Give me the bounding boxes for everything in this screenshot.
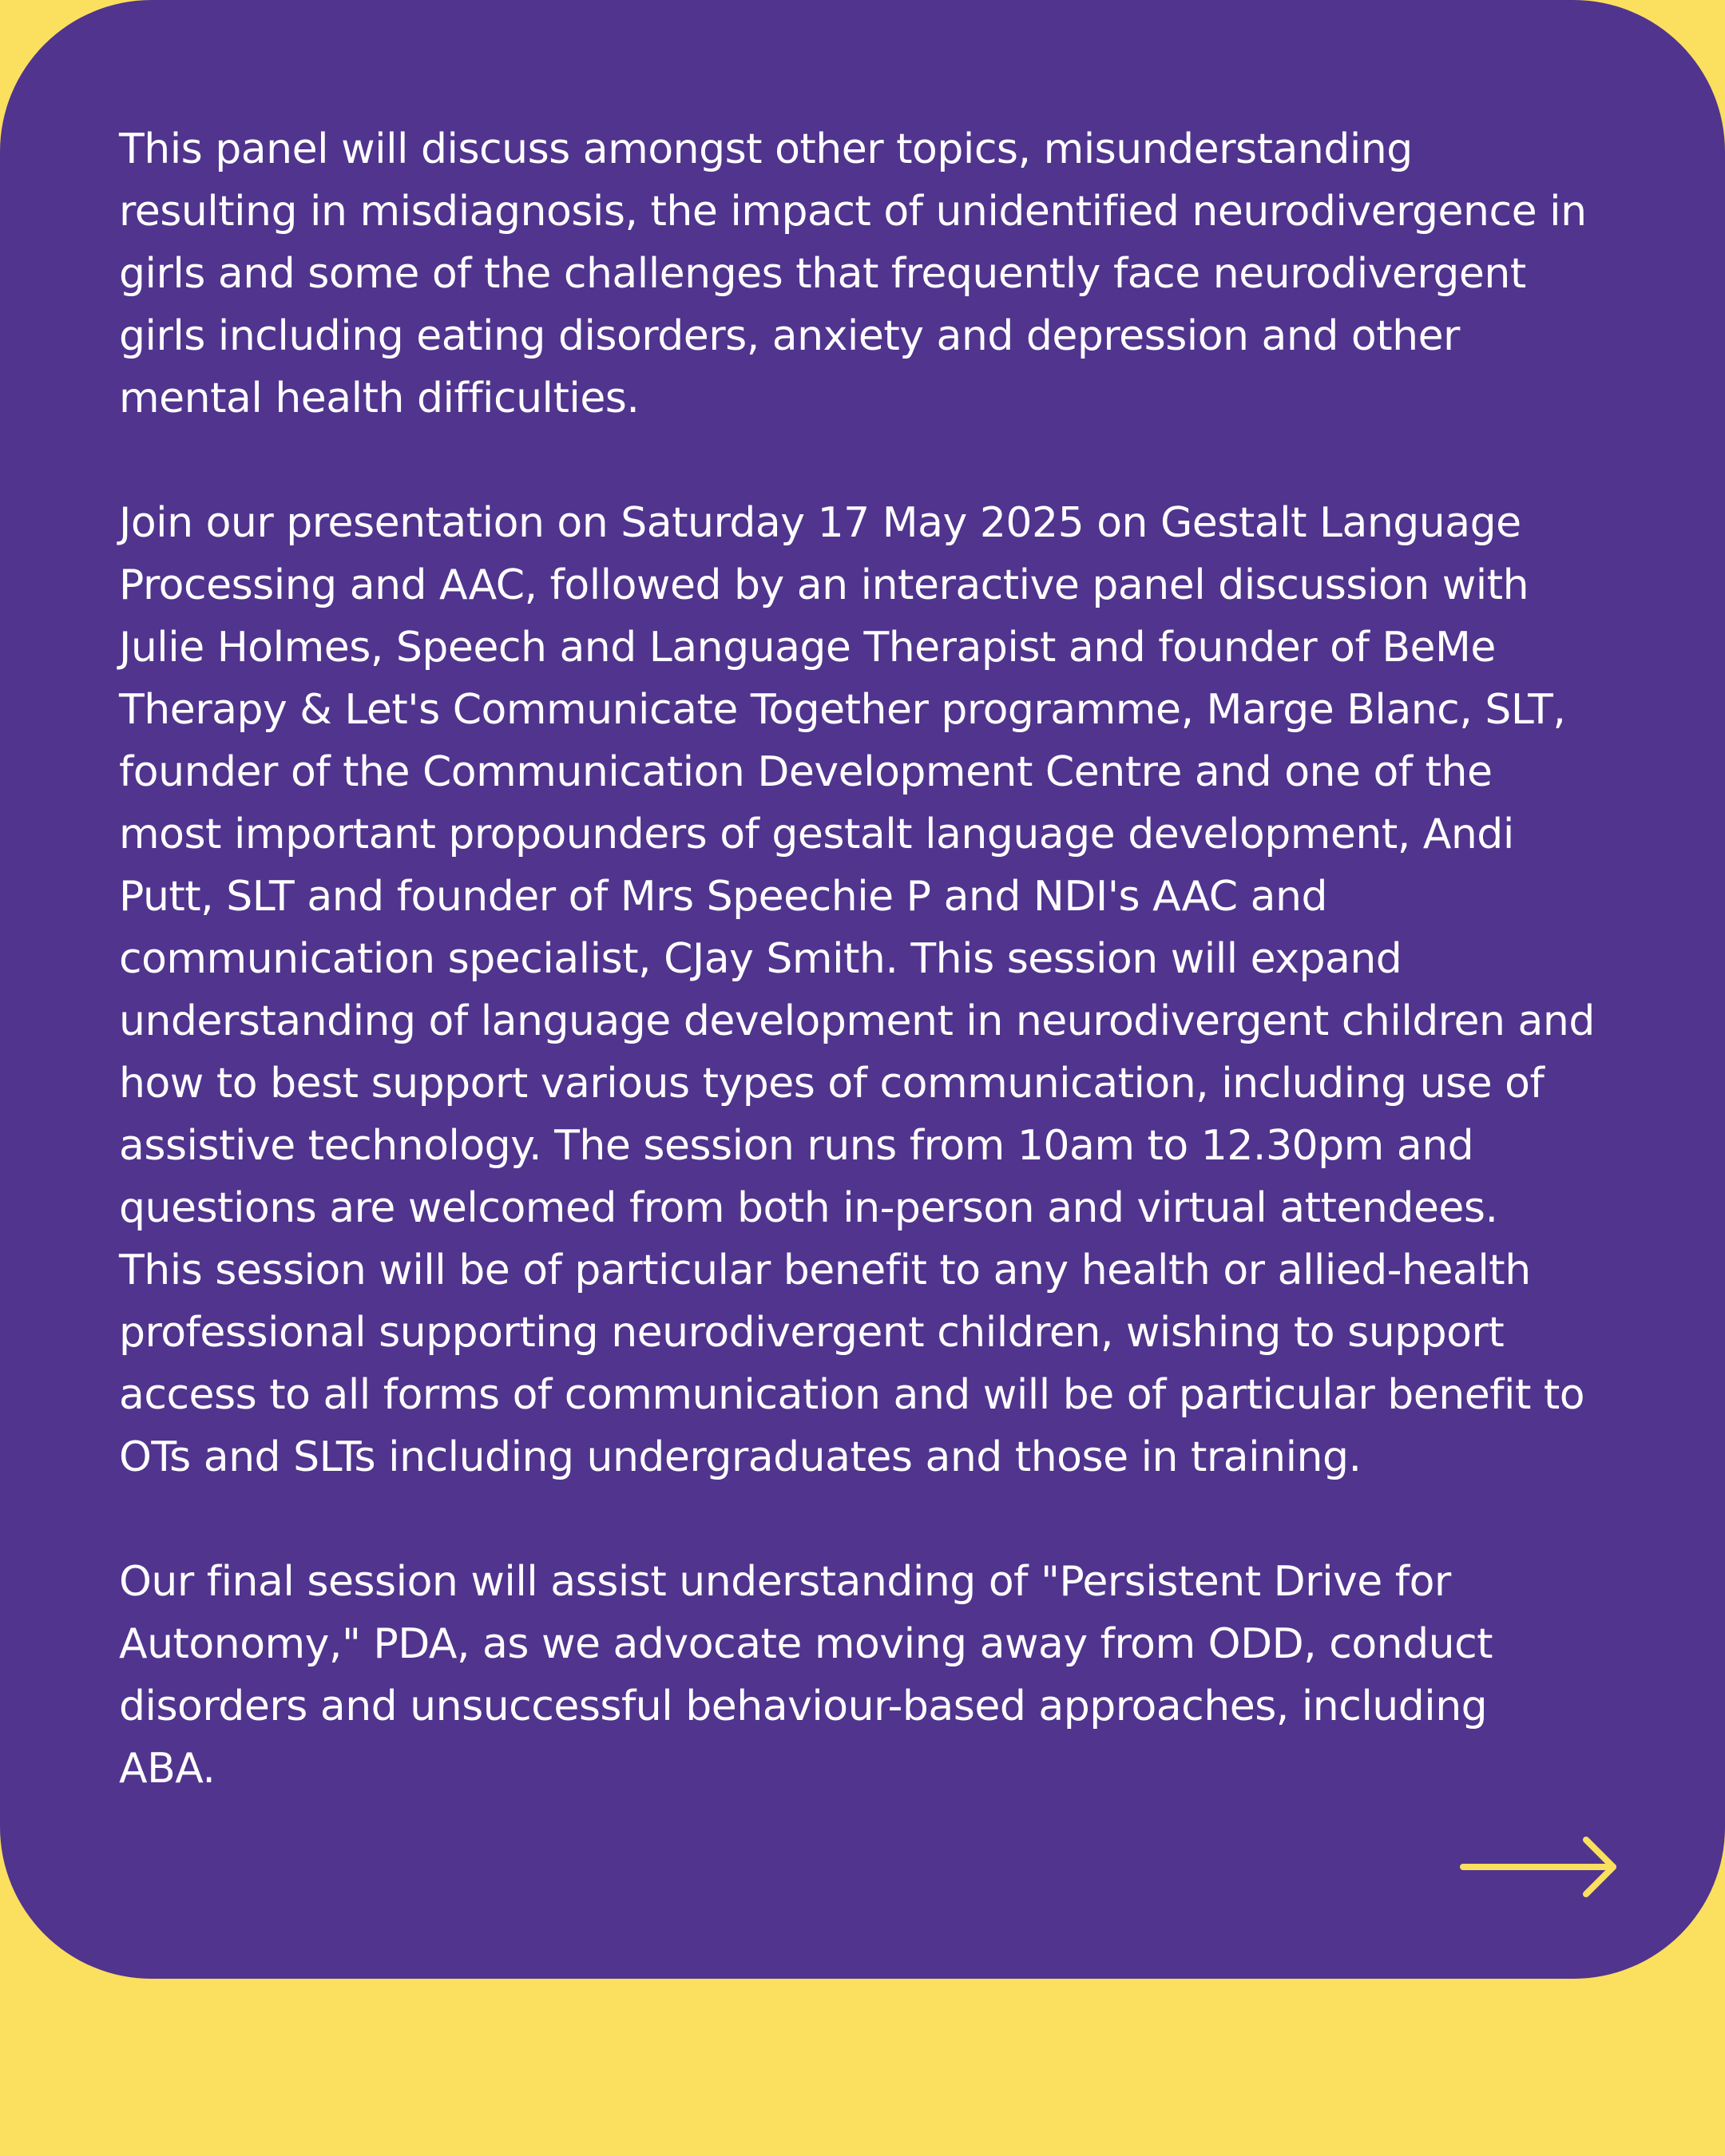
- arrow-right-icon[interactable]: [1458, 1835, 1620, 1899]
- paragraph-panel-topics: This panel will discuss amongst other topics, misunderstanding resulting in misdiagnosis, the impact of unidentified neurodivergence in girls and some of the challenges that frequently face neurodivergent girls including eating disorders, anxiety and depression and other mental health difficulties.: [119, 125, 1587, 422]
- paragraph-final-session: Our final session will assist understanding of "Persistent Drive for Autonomy," PDA, as we advocate moving away from ODD, conduct disorders and unsuccessful behaviour-based approaches, including ABA.: [119, 1558, 1493, 1793]
- paragraph-presentation-details: Join our presentation on Saturday 17 May 2025 on Gestalt Language Processing and AAC, followed by an interactive panel discussion with Julie Holmes, Speech and Language Therapist and founder of BeMe Therapy & Let's Communicate Together programme, Marge Blanc, SLT, founder of the Communication Development Centre and one of the most important propounders of gestalt language development, Andi Putt, SLT and founder of Mrs Speechie P and NDI's AAC and communication specialist, CJay Smith. This session will expand understanding of language development in neurodivergent children and how to best support various types of communication, including use of assistive technology. The session runs from 10am to 12.30pm and questions are welcomed from both in-person and virtual attendees. This session will be of particular benefit to any health or allied-health professional supporting neurodivergent children, wishing to support access to all forms of communication and will be of particular benefit to OTs and SLTs including undergraduates and those in training.: [119, 499, 1595, 1481]
- body-text: [119, 118, 1620, 1800]
